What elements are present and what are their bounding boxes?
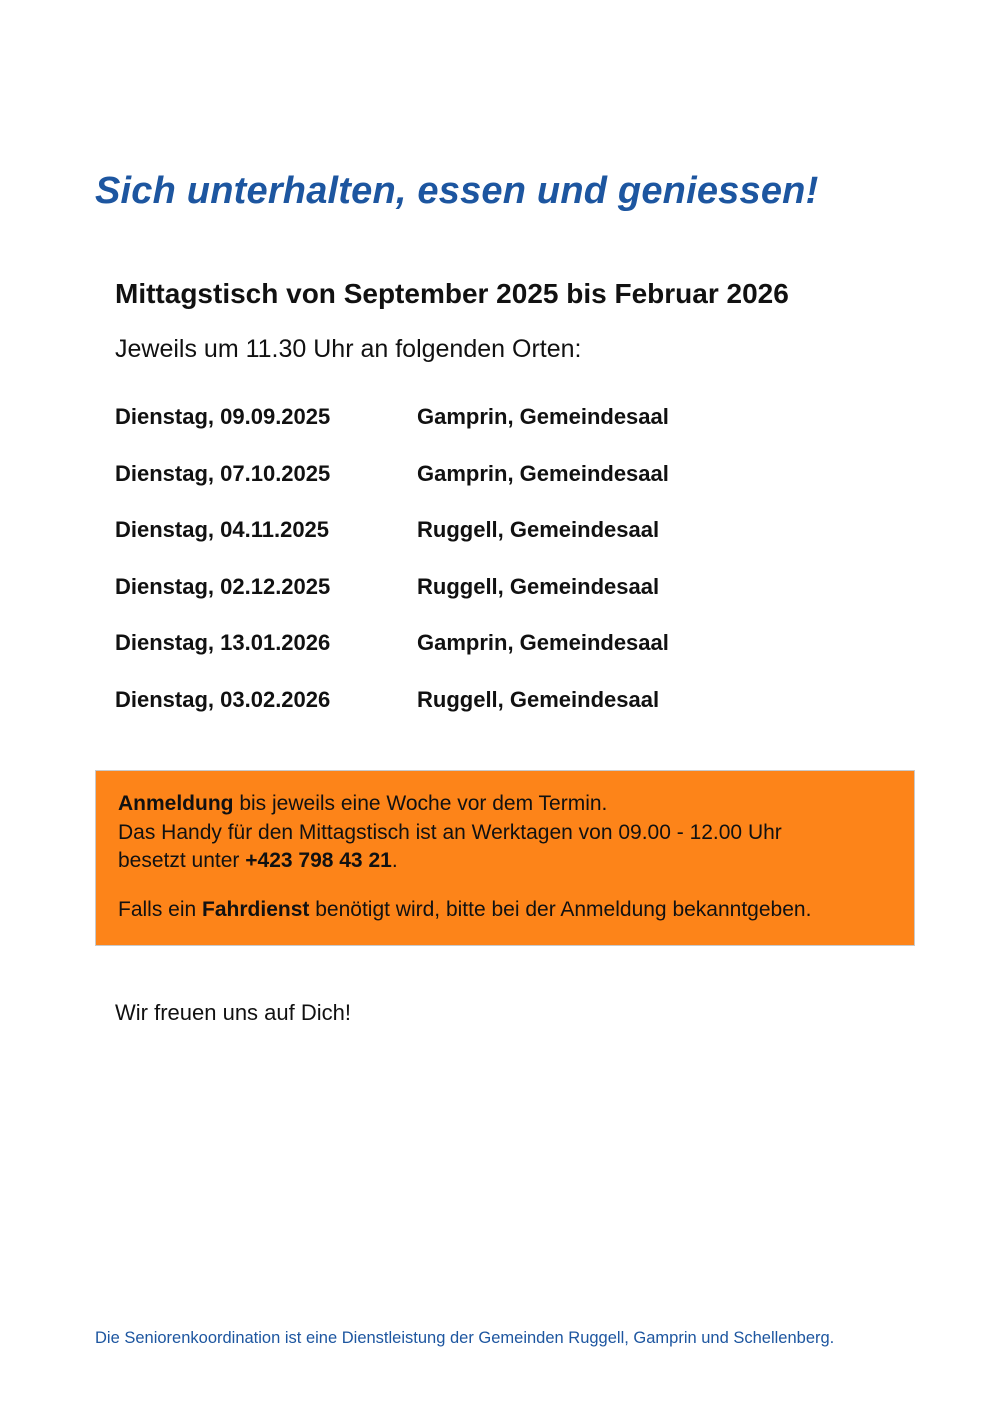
registration-paragraph [118,790,892,876]
schedule-place: Ruggell, Gemeindesaal [417,517,660,542]
schedule-list [115,404,915,743]
closing-text: Wir freuen uns auf Dich! [115,1000,351,1025]
schedule-place: Ruggell, Gemeindesaal [417,573,660,599]
schedule-place: Gamprin, Gemeindesaal [417,630,669,655]
page-subtitle: Mittagstisch von September 2025 bis Februar 2026 [115,278,789,309]
schedule-date: Dienstag, 07.10.2025 [115,460,331,486]
schedule-place: Gamprin, Gemeindesaal [417,460,669,486]
page-headline: Sich unterhalten, essen und geniessen! [95,170,819,212]
schedule-date: Dienstag, 03.02.2026 [115,686,331,712]
schedule-row [115,574,915,631]
phone-hours-text: Das Handy für den Mittagstisch ist an Werktagen von 09.00 - 12.00 Uhr [118,820,782,844]
schedule-row [115,630,915,687]
schedule-place: Ruggell, Gemeindesaal [417,686,660,712]
schedule-date: Dienstag, 13.01.2026 [115,630,331,655]
transport-paragraph [118,896,892,925]
registration-deadline-text: bis jeweils eine Woche vor dem Termin. [233,792,608,815]
schedule-row [115,461,915,518]
schedule-row [115,517,915,574]
schedule-date: Dienstag, 04.11.2025 [115,517,330,542]
transport-suffix-text: benötigt wird, bitte bei der Anmeldung bekanntgeben. [309,897,812,921]
schedule-place: Gamprin, Gemeindesaal [417,404,669,429]
intro-text: Jeweils um 11.30 Uhr an folgenden Orten: [115,335,582,363]
schedule-date: Dienstag, 09.09.2025 [115,404,331,429]
registration-label: Anmeldung [118,792,234,815]
phone-prefix-text: besetzt unter [118,849,246,872]
schedule-row [115,404,915,461]
footer-text: Die Seniorenkoordination ist eine Dienstleistung der Gemeinden Ruggell, Gamprin und Schellenberg. [95,1329,835,1347]
phone-number: +423 798 43 21 [245,849,392,872]
registration-notice-box [95,770,915,946]
schedule-date: Dienstag, 02.12.2025 [115,573,331,599]
transport-prefix-text: Falls ein [118,897,203,921]
transport-label: Fahrdienst [202,897,310,921]
phone-suffix-text: . [391,849,398,872]
schedule-row [115,687,915,744]
